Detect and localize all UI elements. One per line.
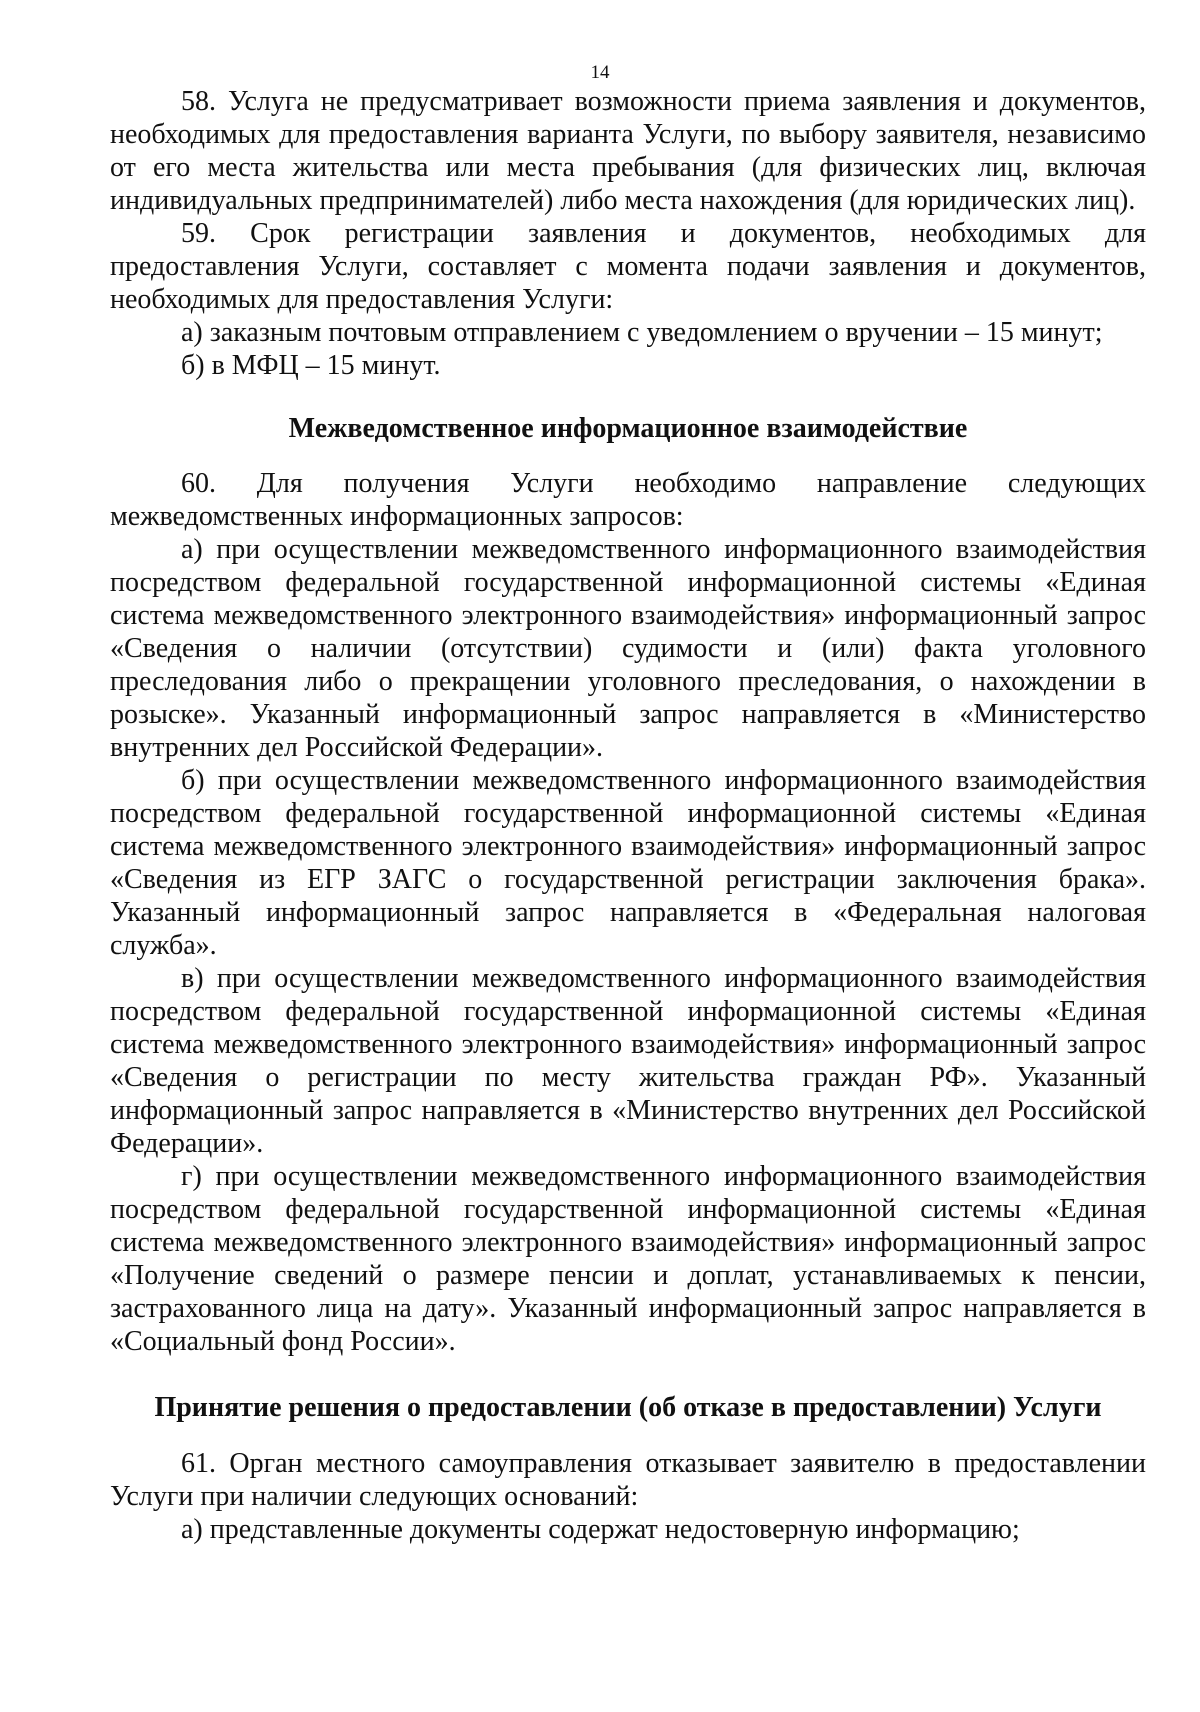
paragraph-60-g: г) при осуществлении межведомственного информационного взаимодействия посредством федеральной государственной информационной системы «Единая система межведомственного электронного взаимодействия» информационный запрос «Получение сведений о размере пенсии и доплат, устанавливаемых к пенсии, застрахованного лица на дату». Указанный информационный запрос направляется в «Социальный фонд России».	[110, 1161, 1146, 1357]
paragraph-60: 60. Для получения Услуги необходимо направление следующих межведомственных информационных запросов:	[110, 468, 1146, 532]
paragraph-61-a: а) представленные документы содержат недостоверную информацию;	[181, 1514, 1020, 1545]
paragraph-59-a: а) заказным почтовым отправлением с уведомлением о вручении – 15 минут;	[181, 317, 1103, 348]
document-body	[110, 85, 1146, 1546]
section-heading-decision: Принятие решения о предоставлении (об отказе в предоставлении) Услуги	[154, 1392, 1102, 1423]
paragraph-59-b: б) в МФЦ – 15 минут.	[181, 350, 441, 381]
paragraph-58: 58. Услуга не предусматривает возможности приема заявления и документов, необходимых для предоставления варианта Услуги, по выбору заявителя, независимо от его места жительства или места пребывания (для физических лиц, включая индивидуальных предпринимателей) либо места нахождения (для юридических лиц).	[110, 86, 1146, 216]
paragraph-59: 59. Срок регистрации заявления и документов, необходимых для предоставления Услуги, составляет с момента подачи заявления и документов, необходимых для предоставления Услуги:	[110, 218, 1146, 315]
page-number: 14	[590, 62, 610, 83]
paragraph-61: 61. Орган местного самоуправления отказывает заявителю в предоставлении Услуги при наличии следующих оснований:	[110, 1448, 1146, 1512]
paragraph-60-a: а) при осуществлении межведомственного информационного взаимодействия посредством федеральной государственной информационной системы «Единая система межведомственного электронного взаимодействия» информационный запрос «Сведения о наличии (отсутствии) судимости и (или) факта уголовного преследования либо о прекращении уголовного преследования, о нахождении в розыске». Указанный информационный запрос направляется в «Министерство внутренних дел Российской Федерации».	[110, 534, 1146, 763]
paragraph-60-v: в) при осуществлении межведомственного информационного взаимодействия посредством федеральной государственной информационной системы «Единая система межведомственного электронного взаимодействия» информационный запрос «Сведения о регистрации по месту жительства граждан РФ». Указанный информационный запрос направляется в «Министерство внутренних дел Российской Федерации».	[110, 963, 1146, 1159]
section-heading-interagency: Межведомственное информационное взаимодействие	[288, 413, 968, 444]
paragraph-60-b: б) при осуществлении межведомственного информационного взаимодействия посредством федеральной государственной информационной системы «Единая система межведомственного электронного взаимодействия» информационный запрос «Сведения из ЕГР ЗАГС о государственной регистрации заключения брака». Указанный информационный запрос направляется в «Федеральная налоговая служба».	[110, 765, 1146, 961]
